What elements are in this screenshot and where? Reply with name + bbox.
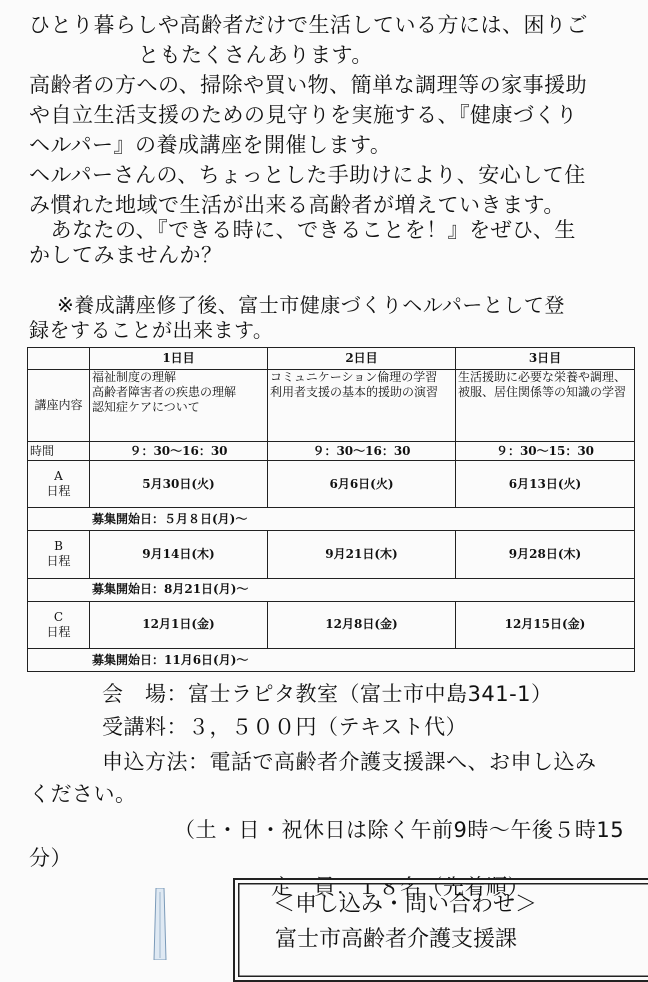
note-line: 録をすることが出来ます。 [29,318,274,342]
schedule-c-row [28,601,635,649]
intro-line: や自立生活支援のための見守りを実施する、『健康づくり [29,103,578,127]
day-1-time: ９：30〜16：30 [90,442,268,461]
hours-line: 分） [29,846,72,870]
schedule-a-label: A 日程 [28,460,90,508]
schedule-c-recruit-row [28,649,635,672]
schedule-b-recruit: 募集開始日：8月21日(月)〜 [28,578,635,601]
schedule-a-recruit-row [28,508,635,531]
fee-line: 受講料：３，５００円（テキスト代） [102,715,468,739]
apply-line: ください。 [29,782,137,806]
schedule-a-recruit: 募集開始日：５月８日(月)〜 [28,508,635,531]
content-row [28,369,635,441]
schedule-b-date-1: 9月14日(木) [90,531,268,579]
schedule-a-date-2: 6月6日(火) [268,460,456,508]
schedule-table [27,347,635,672]
day-2-time: ９：30〜16：30 [268,442,456,461]
contact-title: ＜申し込み・問い合わせ＞ [273,892,538,917]
schedule-a-date-3: 6月13日(火) [456,460,635,508]
schedule-a-date-1: 5月30日(火) [90,460,268,508]
intro-line: あなたの、『できる時に、できることを！』をぜひ、生 [29,218,576,242]
contact-box [233,878,648,982]
table-header-row [28,348,635,370]
intro-line: ヘルパーさんの、ちょっとした手助けにより、安心して住 [29,163,586,187]
intro-line: 高齢者の方への、掃除や買い物、簡単な調理等の家事援助 [29,73,588,97]
time-label: 時間 [28,442,90,461]
schedule-b-row [28,531,635,579]
schedule-b-recruit-row [28,578,635,601]
time-row [28,442,635,461]
intro-line: み慣れた地域で生活が出来る高齢者が増えていきます。 [29,193,565,217]
pen-illustration [152,888,168,960]
hours-line: （土・日・祝休日は除く午前9時〜午後５時15 [174,818,625,842]
day-2-content: コミュニケーション倫理の学習 利用者支援の基本的援助の演習 [268,369,456,441]
schedule-c-recruit: 募集開始日：11月6日(月)〜 [28,649,635,672]
schedule-a-row [28,460,635,508]
day-2-header: 2日目 [268,348,456,370]
schedule-c-date-3: 12月15日(金) [456,601,635,649]
schedule-b-date-3: 9月28日(木) [456,531,635,579]
intro-line: ヘルパー』の養成講座を開催します。 [29,133,392,157]
schedule-c-date-2: 12月8日(金) [268,601,456,649]
intro-line: ともたくさんあります。 [138,43,373,67]
apply-line: 申込方法：電話で高齢者介護支援課へ、お申し込み [102,750,597,774]
day-3-content: 生活援助に必要な栄養や調理、被服、居住関係等の知識の学習 [456,369,635,441]
capacity-line: 定 員：１８名（先着順） [271,875,529,899]
day-3-time: ９：30〜15：30 [456,442,635,461]
intro-line: ひとり暮らしや高齢者だけで生活している方には、困りご [29,13,588,37]
content-label: 講座内容 [28,369,90,441]
day-1-content: 福祉制度の理解 高齢者障害者の疾患の理解 認知症ケアについて [90,369,268,441]
venue-line: 会 場：富士ラピタ教室（富士市中島341-1） [102,682,553,706]
schedule-c-label: C 日程 [28,601,90,649]
intro-line: かしてみませんか？ [29,243,223,267]
day-1-header: 1日目 [90,348,268,370]
schedule-c-date-1: 12月1日(金) [90,601,268,649]
contact-department: 富士市高齢者介護支援課 [275,927,518,952]
schedule-b-label: B 日程 [28,531,90,579]
corner-cell [28,348,90,370]
schedule-b-date-2: 9月21日(木) [268,531,456,579]
day-3-header: 3日目 [456,348,635,370]
note-line: ※養成講座修了後、富士市健康づくりヘルパーとして登 [57,293,565,317]
